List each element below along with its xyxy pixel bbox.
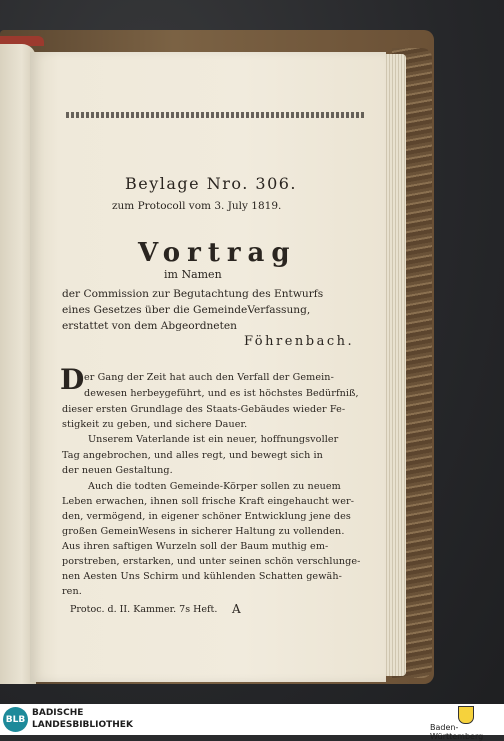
commission-line: erstattet von dem Abgeordneten — [62, 320, 237, 332]
library-name-line1: BADISCHE — [32, 708, 84, 718]
protocol-line: zum Protocoll vom 3. July 1819. — [112, 200, 282, 212]
body-line: Leben erwachen, ihnen soll frische Kraft eingehaucht wer- — [62, 496, 355, 507]
body-line: ren. — [62, 586, 82, 597]
body-line: Tag angebrochen, und alles regt, und bewegt sich in — [62, 450, 323, 461]
body-line: stigkeit zu geben, und sichere Dauer. — [62, 419, 248, 430]
commission-line: der Commission zur Begutachtung des Entwurfs — [62, 288, 324, 300]
document-title: Vortrag — [138, 238, 297, 268]
state-name: Baden-Württemberg — [430, 723, 484, 741]
body-line: Auch die todten Gemeinde-Körper sollen zu neuem — [88, 481, 341, 492]
body-line: dieser ersten Grundlage des Staats-Gebäudes wieder Fe- — [62, 404, 346, 415]
library-name-line2: LANDESBIBLIOTHEK — [32, 720, 133, 730]
drop-cap: D — [60, 363, 85, 396]
body-line: er Gang der Zeit hat auch den Verfall der Gemein- — [84, 372, 334, 383]
body-line: nen Aesten Uns Schirm und kühlenden Schatten gewäh- — [62, 571, 342, 582]
baden-wuerttemberg-crest-icon — [458, 706, 474, 724]
body-line: den, vermögend, in eigener schöner Entwicklung jene des — [62, 511, 351, 522]
author-name: Föhrenbach. — [244, 334, 355, 349]
appendix-heading: Beylage Nro. 306. — [125, 174, 298, 193]
body-line: Unserem Vaterlande ist ein neuer, hoffnungsvoller — [88, 434, 339, 445]
blb-logo-icon[interactable]: BLB — [3, 707, 28, 732]
body-line: dewesen herbeygeführt, und es ist höchstes Bedürfniß, — [84, 388, 359, 399]
document-subtitle: im Namen — [164, 268, 222, 281]
body-line: der neuen Gestaltung. — [62, 465, 173, 476]
page-footer: Protoc. d. II. Kammer. 7s Heft. — [70, 604, 218, 615]
decorative-rule — [66, 112, 366, 118]
commission-line: eines Gesetzes über die GemeindeVerfassung, — [62, 304, 311, 316]
body-line: großen GemeinWesens in sicherer Haltung zu vollenden. — [62, 526, 345, 537]
signature-mark: A — [232, 602, 241, 616]
body-line: Aus ihren saftigen Wurzeln soll der Baum muthig em- — [62, 541, 329, 552]
body-line: porstreben, erstarken, und unter seinen schön verschlunge- — [62, 556, 361, 567]
